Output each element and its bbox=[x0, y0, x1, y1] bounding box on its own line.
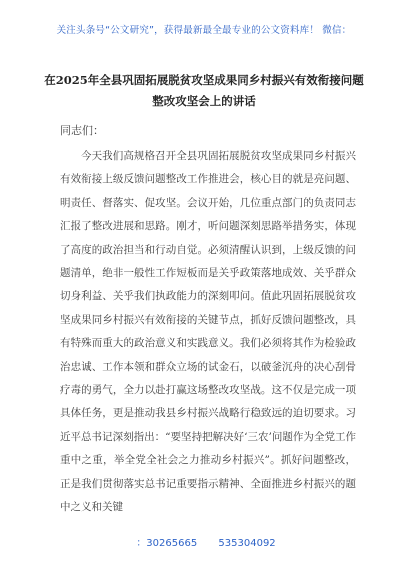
footer-contact-qq: ：30265665 bbox=[136, 538, 198, 549]
document-title: 在2025年全县巩固拓展脱贫攻坚成果同乡村振兴有效衔接问题整改攻坚会上的讲话 bbox=[44, 73, 364, 108]
header-banner: 关注头条号“公文研究”，获得最新最全最专业的公文资料库！ 微信： bbox=[56, 25, 352, 36]
footer-contact bbox=[0, 534, 408, 549]
footer-contact-wechat: 535304092 bbox=[218, 538, 276, 549]
document-paragraph: 今天我们高规格召开全县巩固拓展脱贫攻坚成果同乡村振兴有效衔接上级反馈问题整改工作推进会，核心目的就是亮问题、明责任、督落实、促攻坚。会议开始，几位重点部门的负责同志汇报了整改进展和思路。刚才，听问题深刻思路举措务实，体现了高度的政治担当和行动自觉。必须清醒认识到，上级反馈的问题清单，绝非一般性工作短板而是关乎政策落地成效、关乎群众切身利益、关乎我们执政能力的深刻叩问。值此巩固拓展脱贫攻坚成果同乡村振兴有效衔接的关键节点，抓好反馈问题整改，具有特殊而重大的政治意义和实践意义。我们必须将其作为检验政治忠诚、工作本领和群众立场的试金石，以破釜沉舟的决心刮骨疗毒的勇气，全力以赴打赢这场整改攻坚战。这不仅是完成一项具体任务，更是推动我县乡村振兴战略行稳致远的迫切要求。习近平总书记深刻指出：“要坚持把解决好‘三农’问题作为全党工作重中之重，举全党全社会之力推动乡村振兴”。抓好问题整改，正是我们贯彻落实总书记重要指示精神、全面推进乡村振兴的题中之义和关键 bbox=[60, 150, 356, 514]
document-salutation: 同志们： bbox=[60, 124, 104, 137]
